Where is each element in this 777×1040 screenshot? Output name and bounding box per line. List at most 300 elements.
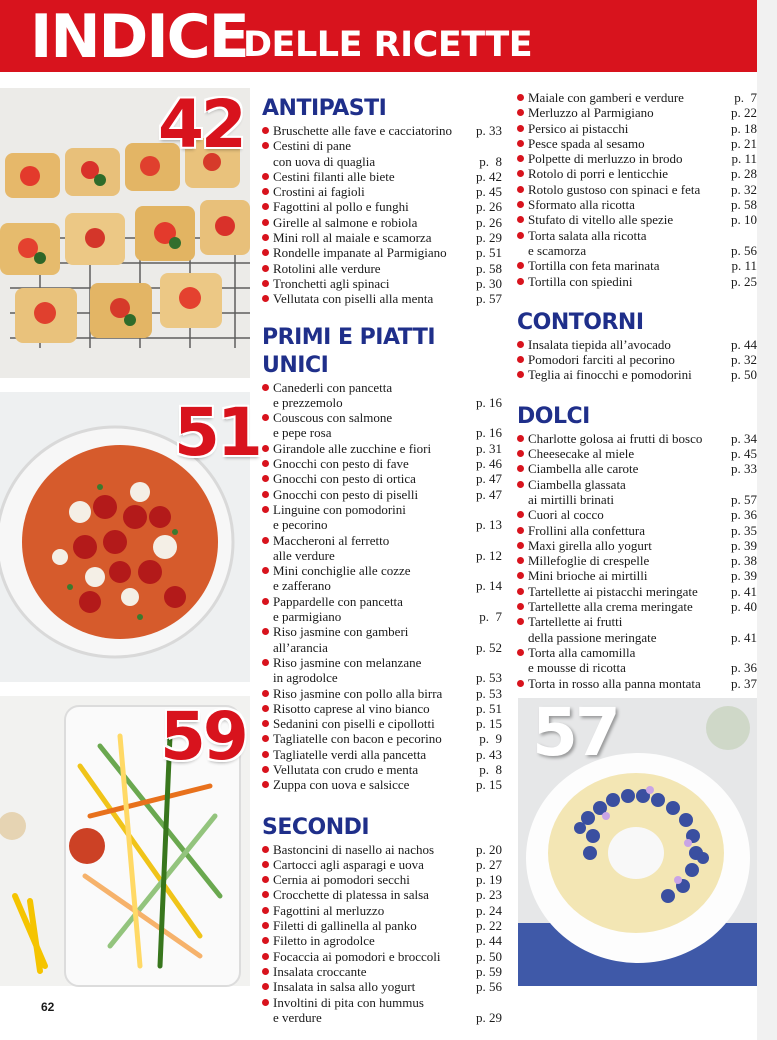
recipe-entry xyxy=(517,228,757,259)
recipe-name: Maiale con gamberi e verdure xyxy=(528,90,684,105)
photo-tartlets xyxy=(0,88,250,378)
bullet-icon xyxy=(262,384,269,391)
recipe-page: p. 27 xyxy=(476,856,502,872)
recipe-name: Cestini di pane xyxy=(273,138,351,154)
bullet-icon xyxy=(262,659,269,666)
recipe-page: p. 16 xyxy=(476,394,502,410)
recipe-name: Bastoncini di nasello ai nachos xyxy=(273,841,435,857)
bullet-icon xyxy=(517,557,524,564)
recipe-page: p. 37 xyxy=(731,675,757,691)
recipe-page: p. 26 xyxy=(476,214,502,230)
recipe-name: Mini conchiglie alle cozze xyxy=(273,563,411,579)
recipe-page: p. 57 xyxy=(476,291,502,307)
recipe-name: della passione meringate xyxy=(528,629,657,645)
recipe-name: Gnocchi con pesto di fave xyxy=(273,456,409,472)
recipe-entry xyxy=(517,584,757,599)
recipe-entry xyxy=(262,138,502,169)
bullet-icon xyxy=(262,127,269,134)
bullet-icon xyxy=(262,188,269,195)
bullet-icon xyxy=(517,465,524,472)
recipe-entry xyxy=(517,90,757,105)
recipe-name: Tartellette ai pistacchi meringate xyxy=(528,583,698,599)
recipe-page: p. 44 xyxy=(476,933,502,949)
recipe-entry xyxy=(262,487,502,502)
bullet-icon xyxy=(517,262,524,269)
recipe-name: alle verdure xyxy=(273,547,335,563)
recipe-entry xyxy=(262,857,502,872)
recipe-name: Rotolini alle verdure xyxy=(273,260,381,276)
recipe-page: p. 24 xyxy=(476,902,502,918)
recipe-name: Torta alla camomilla xyxy=(528,644,636,660)
bullet-icon xyxy=(262,234,269,241)
bullet-icon xyxy=(262,735,269,742)
recipe-entry xyxy=(262,230,502,245)
recipe-page: p. 53 xyxy=(476,685,502,701)
recipe-entry xyxy=(262,456,502,471)
recipe-name: Mini brioche ai mirtilli xyxy=(528,568,648,584)
recipe-page: p. 32 xyxy=(731,181,757,197)
recipe-name: Focaccia ai pomodori e broccoli xyxy=(273,948,441,964)
recipe-name: con uova di quaglia xyxy=(273,153,376,169)
photo-page-number: 51 xyxy=(174,394,260,471)
recipe-page: p. 7 xyxy=(734,90,757,105)
recipe-name: Zuppa con uova e salsicce xyxy=(273,777,410,793)
bullet-icon xyxy=(517,341,524,348)
bullet-icon xyxy=(517,572,524,579)
recipe-page: p. 28 xyxy=(731,166,757,182)
recipe-entry xyxy=(262,594,502,625)
bullet-icon xyxy=(262,922,269,929)
recipe-entry xyxy=(517,151,757,166)
recipe-name: Girandole alle zucchine e fiori xyxy=(273,440,432,456)
recipe-name: Fagottini al merluzzo xyxy=(273,902,385,918)
recipe-entry xyxy=(262,872,502,887)
recipe-name: Tagliatelle con bacon e pecorino xyxy=(273,731,442,747)
bullet-icon xyxy=(517,618,524,625)
recipe-entry xyxy=(262,777,502,792)
recipe-name: Tortilla con spiedini xyxy=(528,273,633,289)
bullet-icon xyxy=(262,598,269,605)
recipe-page: p. 29 xyxy=(476,1009,502,1025)
bullet-icon xyxy=(262,891,269,898)
recipe-name: Bruschette alle fave e cacciatorino xyxy=(273,123,453,138)
bullet-icon xyxy=(262,491,269,498)
recipe-entry xyxy=(262,441,502,456)
recipe-page: p. 8 xyxy=(479,153,502,169)
recipe-page: p. 18 xyxy=(731,120,757,136)
recipe-entry xyxy=(262,169,502,184)
recipe-page: p. 23 xyxy=(476,887,502,903)
photo-page-number: 57 xyxy=(532,694,618,771)
recipe-name: Crostini ai fagioli xyxy=(273,184,365,200)
bullet-icon xyxy=(517,356,524,363)
bullet-icon xyxy=(262,937,269,944)
recipe-name: e pepe rosa xyxy=(273,425,332,441)
bullet-icon xyxy=(517,109,524,116)
section-title: ANTIPASTI xyxy=(262,96,387,121)
recipe-page: p. 26 xyxy=(476,199,502,215)
recipe-entry xyxy=(262,842,502,857)
bullet-icon xyxy=(262,968,269,975)
recipe-entry xyxy=(262,123,502,138)
recipe-name: Tagliatelle verdi alla pancetta xyxy=(273,746,427,762)
recipe-page: p. 22 xyxy=(731,105,757,121)
bullet-icon xyxy=(262,506,269,513)
recipe-page: p. 51 xyxy=(476,700,502,716)
recipe-page: p. 56 xyxy=(731,242,757,258)
recipe-page: p. 36 xyxy=(731,660,757,676)
recipe-name: Frollini alla confettura xyxy=(528,522,645,538)
bullet-icon xyxy=(517,278,524,285)
recipe-name: in agrodolce xyxy=(273,670,338,686)
recipe-entry xyxy=(517,446,757,461)
recipe-name: Cartocci agli asparagi e uova xyxy=(273,856,424,872)
bullet-icon xyxy=(262,861,269,868)
recipe-name: Cernia ai pomodori secchi xyxy=(273,872,410,888)
recipe-page: p. 59 xyxy=(476,963,502,979)
recipe-name: Cestini filanti alle biete xyxy=(273,168,395,184)
section-antipasti xyxy=(262,95,502,307)
bullet-icon xyxy=(262,203,269,210)
recipe-name: Tortilla con feta marinata xyxy=(528,258,660,274)
bullet-icon xyxy=(262,907,269,914)
bullet-icon xyxy=(517,371,524,378)
recipe-page: p. 20 xyxy=(476,841,502,857)
recipe-name: Sformato alla ricotta xyxy=(528,197,635,213)
recipe-name: Riso jasmine con pollo alla birra xyxy=(273,685,443,701)
recipe-name: Millefoglie di crespelle xyxy=(528,553,650,569)
recipe-name: Torta in rosso alla panna montata xyxy=(528,675,701,691)
bullet-icon xyxy=(517,649,524,656)
recipe-entry xyxy=(262,184,502,199)
recipe-entry xyxy=(262,716,502,731)
recipe-entry xyxy=(262,701,502,716)
recipe-entry xyxy=(517,182,757,197)
bullet-icon xyxy=(262,876,269,883)
section-secondi xyxy=(262,814,502,1026)
photo-page-number: 42 xyxy=(158,86,244,163)
bullet-icon xyxy=(262,173,269,180)
recipe-entry xyxy=(517,431,757,446)
bullet-icon xyxy=(262,628,269,635)
recipe-page: p. 42 xyxy=(476,168,502,184)
recipe-page: p. 50 xyxy=(476,948,502,964)
recipe-name: Filetti di gallinella al panko xyxy=(273,918,417,934)
recipe-page: p. 11 xyxy=(731,258,757,274)
page-edge xyxy=(757,0,777,1040)
bullet-icon xyxy=(262,705,269,712)
recipe-page: p. 46 xyxy=(476,456,502,472)
bullet-icon xyxy=(517,603,524,610)
recipe-page: p. 39 xyxy=(731,537,757,553)
recipe-name: Insalata in salsa allo yogurt xyxy=(273,979,416,995)
bullet-icon xyxy=(517,155,524,162)
bullet-icon xyxy=(262,249,269,256)
recipe-name: Sedanini con piselli e cipollotti xyxy=(273,716,435,732)
recipe-entry xyxy=(517,599,757,614)
recipe-entry xyxy=(262,979,502,994)
recipe-name: Vellutata con piselli alla menta xyxy=(273,291,434,307)
recipe-entry xyxy=(262,887,502,902)
recipe-page: p. 19 xyxy=(476,872,502,888)
bullet-icon xyxy=(262,414,269,421)
recipe-page: p. 45 xyxy=(731,446,757,462)
recipe-page: p. 29 xyxy=(476,230,502,246)
recipe-entry xyxy=(517,645,757,676)
recipe-name: all’arancia xyxy=(273,639,328,655)
section-dolci xyxy=(517,403,757,691)
recipe-name: Pomodori farciti al pecorino xyxy=(528,352,675,368)
recipe-page: p. 10 xyxy=(731,212,757,228)
photo-bundt-cake xyxy=(518,694,757,986)
bullet-icon xyxy=(517,201,524,208)
recipe-page: p. 33 xyxy=(731,461,757,477)
recipe-page: p. 44 xyxy=(731,336,757,352)
recipe-page: p. 41 xyxy=(731,629,757,645)
recipe-name: Rotolo gustoso con spinaci e feta xyxy=(528,181,701,197)
recipe-entry xyxy=(517,523,757,538)
bullet-icon xyxy=(262,999,269,1006)
recipe-entry xyxy=(517,538,757,553)
recipe-entry xyxy=(517,352,757,367)
bullet-icon xyxy=(262,142,269,149)
recipe-name: Insalata croccante xyxy=(273,963,367,979)
column-middle xyxy=(262,95,502,1025)
recipe-page: p. 12 xyxy=(476,547,502,563)
recipe-page: p. 15 xyxy=(476,777,502,793)
bullet-icon xyxy=(262,475,269,482)
recipe-page: p. 21 xyxy=(731,135,757,151)
recipe-page: p. 47 xyxy=(476,486,502,502)
bullet-icon xyxy=(517,435,524,442)
recipe-page: p. 14 xyxy=(476,578,502,594)
recipe-name: Maxi girella allo yogurt xyxy=(528,537,652,553)
recipe-entry xyxy=(517,477,757,508)
recipe-page: p. 45 xyxy=(476,184,502,200)
recipe-page: p. 34 xyxy=(731,430,757,446)
bullet-icon xyxy=(262,690,269,697)
recipe-entry xyxy=(262,276,502,291)
recipe-page: p. 56 xyxy=(476,979,502,995)
bullet-icon xyxy=(262,219,269,226)
bullet-icon xyxy=(262,265,269,272)
recipe-name: ai mirtilli brinati xyxy=(528,491,614,507)
recipe-name: Cuori al cocco xyxy=(528,507,604,523)
recipe-entry xyxy=(517,136,757,151)
recipe-entry xyxy=(262,291,502,306)
recipe-entry xyxy=(262,918,502,933)
recipe-entry xyxy=(262,762,502,777)
bullet-icon xyxy=(517,450,524,457)
recipe-name: e prezzemolo xyxy=(273,394,343,410)
recipe-name: Tartellette ai frutti xyxy=(528,614,623,630)
recipe-name: Canederli con pancetta xyxy=(273,379,393,395)
photo-page-number: 59 xyxy=(160,698,246,775)
recipe-entry xyxy=(517,614,757,645)
bullet-icon xyxy=(517,481,524,488)
recipe-page: p. 16 xyxy=(476,425,502,441)
bullet-icon xyxy=(517,125,524,132)
bullet-icon xyxy=(517,140,524,147)
recipe-page: p. 58 xyxy=(731,197,757,213)
recipe-page: p. 33 xyxy=(476,123,502,138)
recipe-name: Rotolo di porri e lenticchie xyxy=(528,166,669,182)
recipe-entry xyxy=(262,933,502,948)
recipe-entry xyxy=(262,949,502,964)
recipe-name: Girelle al salmone e robiola xyxy=(273,214,418,230)
recipe-name: e parmigiano xyxy=(273,609,342,625)
bullet-icon xyxy=(517,186,524,193)
recipe-page: p. 13 xyxy=(476,517,502,533)
recipe-name: Vellutata con crudo e menta xyxy=(273,761,419,777)
recipe-entry xyxy=(517,367,757,382)
bullet-icon xyxy=(262,460,269,467)
section-primi xyxy=(262,324,502,793)
bullet-icon xyxy=(262,567,269,574)
recipe-name: Pappardelle con pancetta xyxy=(273,593,403,609)
recipe-page: p. 41 xyxy=(731,583,757,599)
recipe-name: Crocchette di platessa in salsa xyxy=(273,887,429,903)
recipe-entry xyxy=(517,105,757,120)
recipe-page: p. 40 xyxy=(731,599,757,615)
recipe-name: Persico ai pistacchi xyxy=(528,120,629,136)
recipe-name: e zafferano xyxy=(273,578,331,594)
recipe-name: e verdure xyxy=(273,1009,322,1025)
recipe-entry xyxy=(517,676,757,691)
bullet-icon xyxy=(262,280,269,287)
bullet-icon xyxy=(517,170,524,177)
recipe-entry xyxy=(517,568,757,583)
bullet-icon xyxy=(517,588,524,595)
recipe-entry xyxy=(262,624,502,655)
recipe-entry xyxy=(262,731,502,746)
recipe-page: p. 7 xyxy=(479,609,502,625)
recipe-name: Gnocchi con pesto di ortica xyxy=(273,471,416,487)
recipe-name: Tronchetti agli spinaci xyxy=(273,275,390,291)
bullet-icon xyxy=(517,542,524,549)
recipe-name: Insalata tiepida all’avocado xyxy=(528,336,671,352)
recipe-entry xyxy=(262,995,502,1026)
bullet-icon xyxy=(517,527,524,534)
column-right xyxy=(517,90,757,691)
recipe-page: p. 31 xyxy=(476,440,502,456)
recipe-page: p. 35 xyxy=(731,522,757,538)
recipe-name: e mousse di ricotta xyxy=(528,660,626,676)
recipe-entry xyxy=(262,261,502,276)
recipe-name: e scamorza xyxy=(528,242,587,258)
recipe-entry xyxy=(262,686,502,701)
recipe-entry xyxy=(517,197,757,212)
recipe-entry xyxy=(517,553,757,568)
recipe-entry xyxy=(517,337,757,352)
recipe-page: p. 43 xyxy=(476,746,502,762)
recipe-entry xyxy=(517,212,757,227)
recipe-name: Stufato di vitello alle spezie xyxy=(528,212,674,228)
recipe-name: Polpette di merluzzo in brodo xyxy=(528,151,683,167)
photo-salad xyxy=(0,696,250,986)
recipe-page: p. 58 xyxy=(476,260,502,276)
bullet-icon xyxy=(517,511,524,518)
recipe-page: p. 36 xyxy=(731,507,757,523)
recipe-entry xyxy=(262,502,502,533)
section-secondi-continued xyxy=(517,90,757,289)
recipe-page: p. 39 xyxy=(731,568,757,584)
bullet-icon xyxy=(262,983,269,990)
recipe-page: p. 30 xyxy=(476,275,502,291)
title-banner xyxy=(0,0,757,72)
recipe-name: Rondelle impanate al Parmigiano xyxy=(273,245,447,261)
recipe-entry xyxy=(262,533,502,564)
bullet-icon xyxy=(262,781,269,788)
photo-risotto xyxy=(0,392,260,682)
recipe-page: p. 25 xyxy=(731,273,757,289)
bullet-icon xyxy=(517,232,524,239)
recipe-name: Linguine con pomodorini xyxy=(273,501,406,517)
section-title: DOLCI xyxy=(517,403,590,429)
recipe-name: Torta salata alla ricotta xyxy=(528,227,647,243)
recipe-page: p. 47 xyxy=(476,471,502,487)
bullet-icon xyxy=(517,216,524,223)
recipe-page: p. 15 xyxy=(476,716,502,732)
recipe-name: Pesce spada al sesamo xyxy=(528,135,645,151)
recipe-name: Cheesecake al miele xyxy=(528,446,635,462)
recipe-page: p. 57 xyxy=(731,491,757,507)
recipe-page: p. 11 xyxy=(731,151,757,167)
recipe-entry xyxy=(262,964,502,979)
bullet-icon xyxy=(262,751,269,758)
bullet-icon xyxy=(517,680,524,687)
recipe-name: Risotto caprese al vino bianco xyxy=(273,700,430,716)
title-sub: DELLE RICETTE xyxy=(243,25,533,65)
section-title: SECONDI xyxy=(262,814,370,840)
bullet-icon xyxy=(262,295,269,302)
recipe-page: p. 53 xyxy=(476,670,502,686)
recipe-name: Ciambella glassata xyxy=(528,476,626,492)
recipe-name: Charlotte golosa ai frutti di bosco xyxy=(528,430,703,446)
section-contorni xyxy=(517,309,757,383)
page-number: 62 xyxy=(41,1000,55,1014)
recipe-entry xyxy=(262,903,502,918)
recipe-page: p. 50 xyxy=(731,367,757,383)
recipe-name: Mini roll al maiale e scamorza xyxy=(273,230,432,246)
recipe-name: Riso jasmine con melanzane xyxy=(273,654,422,670)
bullet-icon xyxy=(262,953,269,960)
bullet-icon xyxy=(262,766,269,773)
recipe-entry xyxy=(262,215,502,230)
recipe-entry xyxy=(262,380,502,411)
title-main: INDICE xyxy=(30,2,248,72)
recipe-name: e pecorino xyxy=(273,517,328,533)
recipe-name: Fagottini al pollo e funghi xyxy=(273,199,409,215)
recipe-page: p. 22 xyxy=(476,918,502,934)
recipe-page: p. 32 xyxy=(731,352,757,368)
recipe-name: Merluzzo al Parmigiano xyxy=(528,105,654,121)
recipe-name: Maccheroni al ferretto xyxy=(273,532,390,548)
recipe-name: Ciambella alle carote xyxy=(528,461,639,477)
recipe-entry xyxy=(517,121,757,136)
recipe-entry xyxy=(262,655,502,686)
recipe-entry xyxy=(262,747,502,762)
recipe-entry xyxy=(517,166,757,181)
recipe-page: p. 52 xyxy=(476,639,502,655)
recipe-entry xyxy=(517,461,757,476)
recipe-entry xyxy=(262,563,502,594)
recipe-name: Involtini di pita con hummus xyxy=(273,994,424,1010)
recipe-page: p. 38 xyxy=(731,553,757,569)
recipe-entry xyxy=(262,471,502,486)
recipe-name: Gnocchi con pesto di piselli xyxy=(273,486,419,502)
recipe-page: p. 9 xyxy=(479,731,502,747)
